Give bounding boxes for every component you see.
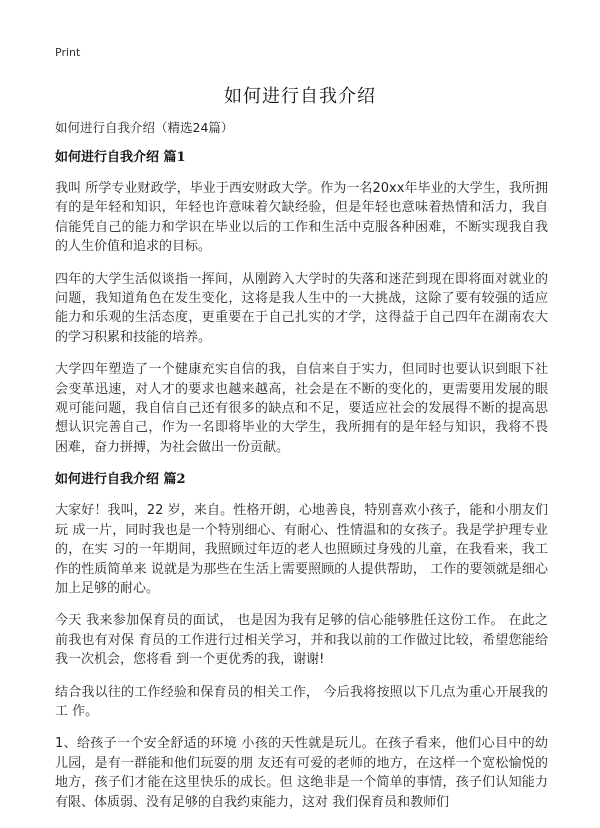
document-subtitle: 如何进行自我介绍（精选24篇）: [55, 120, 234, 135]
paragraph: 我叫 所学专业财政学，毕业于西安财政大学。作为一名20xx年毕业的大学生，我所拥有的是年轻和知识，年轻也许意味着欠缺经验，但是年轻也意味着热情和活力，我自信能凭自己的能力和学识在毕业以后的工作和生活中克服各种困难，不断实现我自我的人生价值和追求的目标。: [55, 181, 548, 255]
print-link[interactable]: Print: [55, 46, 81, 59]
paragraph: 大家好！我叫，22 岁，来自。性格开朗，心地善良，特别喜欢小孩子，能和小朋友们玩 成一片，同时我也是一个特别细心、有耐心、性情温和的女孩子。我是学护理专业的，在实 习的一年期间，我照顾过年迈的老人也照顾过身残的儿童，在我看来，我工作的性质简单来 说就是为那些在生活上需要照顾的人提供帮助， 工作的要领就是细心加上足够的耐心。: [55, 503, 548, 596]
section-heading: 如何进行自我介绍 篇1: [55, 150, 186, 165]
document-body: [55, 118, 548, 825]
section-2: [55, 470, 548, 812]
paragraph: 四年的大学生活似谈指一挥间，从刚跨入大学时的失落和迷茫到现在即将面对就业的问题，我知道角色在发生变化，这将是我人生中的一大挑战，这除了要有较强的适应能力和乐观的生活态度，更重要在于自己扎实的才学，这得益于自己四年在湖南农大的学习积累和技能的培养。: [55, 271, 548, 345]
page-title: 如何进行自我介绍: [224, 86, 376, 107]
paragraph: 1、给孩子一个安全舒适的环境 小孩的天性就是玩儿。在孩子看来，他们心目中的幼儿园，是有一群能和他们玩耍的朋 友还有可爱的老师的地方，在这样一个宽松愉悦的地方，孩子们才能在这里快乐的成长。但 这绝非是一个简单的事情，孩子们认知能力有限、体质弱、没有足够的自我约束能力，这对 我们保育员和教师们: [55, 736, 548, 810]
paragraph: 大学四年塑造了一个健康充实自信的我，自信来自于实力，但同时也要认识到眼下社会变革迅速，对人才的要求也越来越高，社会是在不断的变化的，更需要用发展的眼观可能问题，我自信自己还有很多的缺点和不足，要适应社会的发展得不断的提高思想认识完善自己，作为一名即将毕业的大学生，我所拥有的是年轻与知识，我将不畏困难，奋力拼搏，为社会做出一份贡献。: [55, 362, 548, 455]
paragraph: 今天 我来参加保育员的面试， 也是因为我有足够的信心能够胜任这份工作。 在此之前我也有对保 育员的工作进行过相关学习，并和我以前的工作做过比较，希望您能给我一次机会，您将看 到一个更优秀的我，谢谢!: [55, 613, 548, 668]
paragraph: 结合我以往的工作经验和保育员的相关工作， 今后我将按照以下几点为重心开展我的工 作。: [55, 684, 548, 719]
section-1: [55, 148, 548, 457]
section-heading: 如何进行自我介绍 篇2: [55, 472, 186, 488]
